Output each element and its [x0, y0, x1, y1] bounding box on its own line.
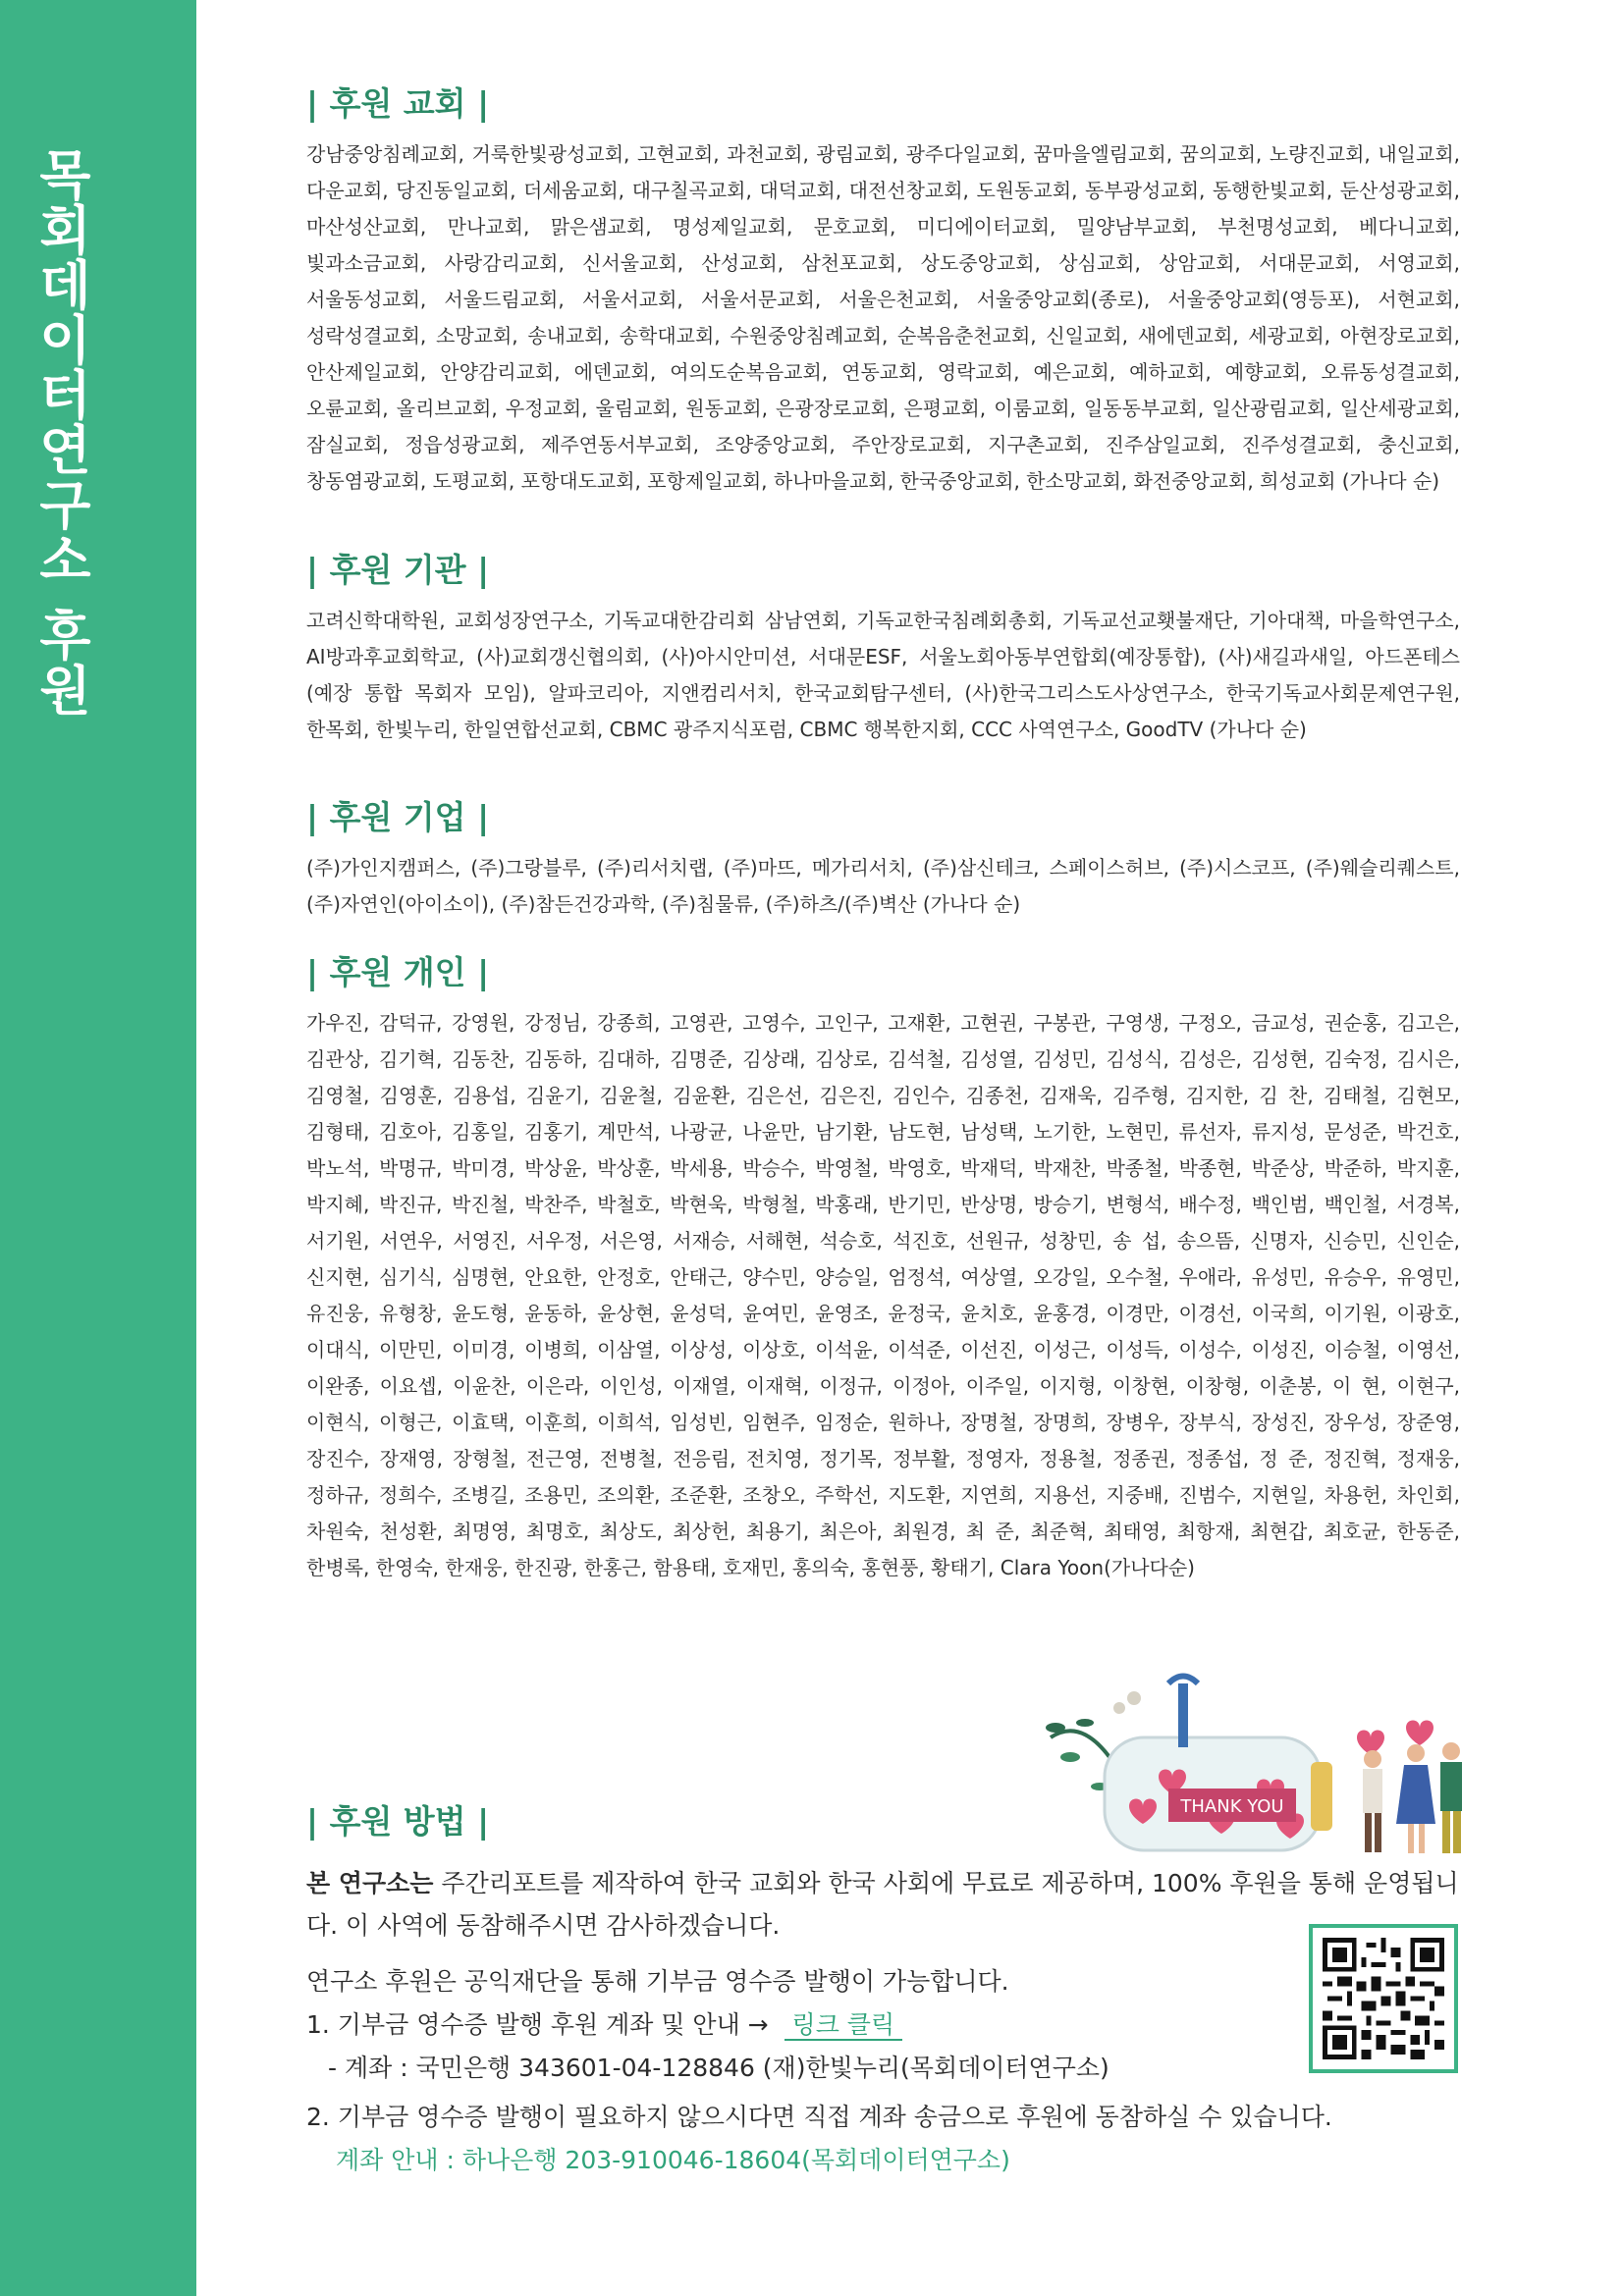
companies-list: (주)가인지캠퍼스, (주)그랑블루, (주)리서치랩, (주)마뜨, 메가리서치, (주)삼신테크, 스페이스허브, (주)시스코프, (주)웨슬리퀘스트, (주)자연인(아이소이), (주)참든건강과학, (주)침물류, (주)하츠/(주)벽산 (가나다 순) [306, 856, 1460, 916]
method-intro: 본 연구소는 주간리포트를 제작하여 한국 교회와 한국 사회에 무료로 제공하며, 100% 후원을 통해 운영됩니다. 이 사역에 동참해주시면 감사하겠습니다. [306, 1869, 1459, 1940]
sidebar [0, 0, 196, 2296]
individuals-list: 가우진, 감덕규, 강영원, 강정님, 강종희, 고영관, 고영수, 고인구, 고재환, 고현권, 구봉관, 구영생, 구정오, 금교성, 권순홍, 김고은, 김관상, 김기혁, 김동찬, 김동하, 김대하, 김명준, 김상래, 김상로, 김석철, 김성열, 김성민, 김성식, 김성은, 김성현, 김숙정, 김시은, 김영철, 김영훈, 김용섭, 김윤기, 김윤철, 김윤환, 김은선, 김은진, 김인수, 김종천, 김재욱, 김주형, 김지한, 김 찬, 김태철, 김현모, 김형태, 김호아, 김홍일, 김홍기, 계만석, 나광균, 나윤만, 남기환, 남도현, 남성택, 노기한, 노현민, 류선자, 류지성, 문성준, 박건호, 박노석, 박명규, 박미경, 박상윤, 박상훈, 박세용, 박승수, 박영철, 박영호, 박재덕, 박재찬, 박종철, 박종현, 박준상, 박준하, 박지훈, 박지혜, 박진규, 박진철, 박찬주, 박철호, 박현욱, 박형철, 박홍래, 반기민, 반상명, 방승기, 변형석, 배수정, 백인범, 백인철, 서경복, 서기원, 서연우, 서영진, 서우정, 서은영, 서재승, 서해현, 석승호, 석진호, 선원규, 성창민, 송 섭, 송으뜸, 신명자, 신승민, 신인순, 신지현, 심기식, 심명현, 안요한, 안정호, 안태근, 양수민, 양승일, 엄정석, 여상열, 오강일, 오수철, 우애라, 유성민, 유승우, 유영민, 유진웅, 유형창, 윤도형, 윤동하, 윤상현, 윤성덕, 윤여민, 윤영조, 윤정국, 윤치호, 윤홍경, 이경만, 이경선, 이국희, 이기원, 이광호, 이대식, 이만민, 이미경, 이병희, 이삼열, 이상성, 이상호, 이석윤, 이석준, 이선진, 이성근, 이성득, 이성수, 이성진, 이승철, 이영선, 이완종, 이요셉, 이윤찬, 이은라, 이인성, 이재열, 이재혁, 이정규, 이정아, 이주일, 이지형, 이창현, 이창형, 이춘봉, 이 현, 이현구, 이현식, 이형근, 이효택, 이훈희, 이희석, 임성빈, 임현주, 임정순, 원하나, 장명철, 장명희, 장병우, 장부식, 장성진, 장우성, 장준영, 장진수, 장재영, 장형철, 전근영, 전병철, 전응림, 전치영, 정기목, 정부활, 정영자, 정용철, 정종권, 정종섭, 정 준, 정진혁, 정재웅, 정하규, 정희수, 조병길, 조용민, 조의환, 조준환, 조창오, 주학선, 지도환, 지연희, 지용선, 지중배, 진범수, 지현일, 차용헌, 차인회, 차원숙, 천성환, 최명영, 최명호, 최상도, 최상헌, 최용기, 최은아, 최원경, 최 준, 최준혁, 최태영, 최항재, 최현갑, 최호균, 한동준, 한병록, 한영숙, 한재웅, 한진광, 한홍근, 함용태, 호재민, 홍의숙, 홍현풍, 황태기, Clara Yoon(가나다순) [306, 1011, 1460, 1579]
link-click[interactable]: 링크 클릭 [784, 2010, 903, 2041]
method-item-1: 1. 기부금 영수증 발행 후원 계좌 및 안내 → 링크 클릭 [306, 2003, 1475, 2047]
section-individuals [306, 947, 1460, 1586]
receipt-note: 연구소 후원은 공익재단을 통해 기부금 영수증 발행이 가능합니다. [306, 1967, 1009, 1996]
section-heading: | 후원 방법 | [306, 1802, 490, 1841]
section-heading: | 후원 개인 | [306, 953, 490, 991]
section-churches [306, 79, 1460, 500]
section-institutions [306, 545, 1460, 748]
section-heading: | 후원 교회 | [306, 84, 490, 123]
section-method [306, 1796, 1475, 2182]
account-kookmin: - 계좌 : 국민은행 343601-04-128846 (재)한빛누리(목회데이터연구소) [328, 2054, 1109, 2082]
section-companies [306, 792, 1460, 923]
churches-list: 강남중앙침례교회, 거룩한빛광성교회, 고현교회, 과천교회, 광림교회, 광주다일교회, 꿈마을엘림교회, 꿈의교회, 노량진교회, 내일교회, 다운교회, 당진동일교회, 더세움교회, 대구칠곡교회, 대덕교회, 대전선창교회, 도원동교회, 동부광성교회, 동행한빛교회, 둔산성광교회, 마산성산교회, 만나교회, 맑은샘교회, 명성제일교회, 문호교회, 미디에이터교회, 밀양남부교회, 부천명성교회, 베다니교회, 빛과소금교회, 사랑감리교회, 신서울교회, 산성교회, 삼천포교회, 상도중앙교회, 상심교회, 상암교회, 서대문교회, 서영교회, 서울동성교회, 서울드림교회, 서울서교회, 서울서문교회, 서울은천교회, 서울중앙교회(종로), 서울중앙교회(영등포), 서현교회, 성락성결교회, 소망교회, 송내교회, 송학대교회, 수원중앙침례교회, 순복음춘천교회, 신일교회, 새에덴교회, 세광교회, 아현장로교회, 안산제일교회, 안양감리교회, 에덴교회, 여의도순복음교회, 연동교회, 영락교회, 예은교회, 예하교회, 예향교회, 오류동성결교회, 오륜교회, 올리브교회, 우정교회, 울림교회, 원동교회, 은광장로교회, 은평교회, 이룸교회, 일동동부교회, 일산광림교회, 일산세광교회, 잠실교회, 정읍성광교회, 제주연동서부교회, 조양중앙교회, 주안장로교회, 지구촌교회, 진주삼일교회, 진주성결교회, 충신교회, 창동염광교회, 도평교회, 포항대도교회, 포항제일교회, 하나마을교회, 한국중앙교회, 한소망교회, 화전중앙교회, 희성교회 (가나다 순) [306, 142, 1460, 493]
sidebar-title: 목회데이터연구소 후원 [30, 147, 92, 718]
account-hana: 계좌 안내 : 하나은행 203-910046-18604(목회데이터연구소) [336, 2146, 1010, 2174]
section-heading: | 후원 기업 | [306, 798, 490, 836]
method-item-2: 2. 기부금 영수증 발행이 필요하지 않으시다면 직접 계좌 송금으로 후원에 동참하실 수 있습니다. [306, 2103, 1332, 2131]
qr-code-icon[interactable] [1309, 1924, 1458, 2073]
section-heading: | 후원 기관 | [306, 551, 490, 589]
jar-label: THANK YOU [1180, 1796, 1284, 1817]
institutions-list: 고려신학대학원, 교회성장연구소, 기독교대한감리회 삼남연회, 기독교한국침례회총회, 기독교선교횃불재단, 기아대책, 마을학연구소, AI방과후교회학교, (사)교회갱신협의회, (사)아시안미션, 서대문ESF, 서울노회아동부연합회(예장통합), (사)새길과새일, 아드폰테스(예장 통합 목회자 모임), 알파코리아, 지앤컴리서치, 한국교회탐구센터, (사)한국그리스도사상연구소, 한국기독교사회문제연구원, 한목회, 한빛누리, 한일연합선교회, CBMC 광주지식포럼, CBMC 행복한지회, CCC 사역연구소, GoodTV (가나다 순) [306, 609, 1460, 741]
